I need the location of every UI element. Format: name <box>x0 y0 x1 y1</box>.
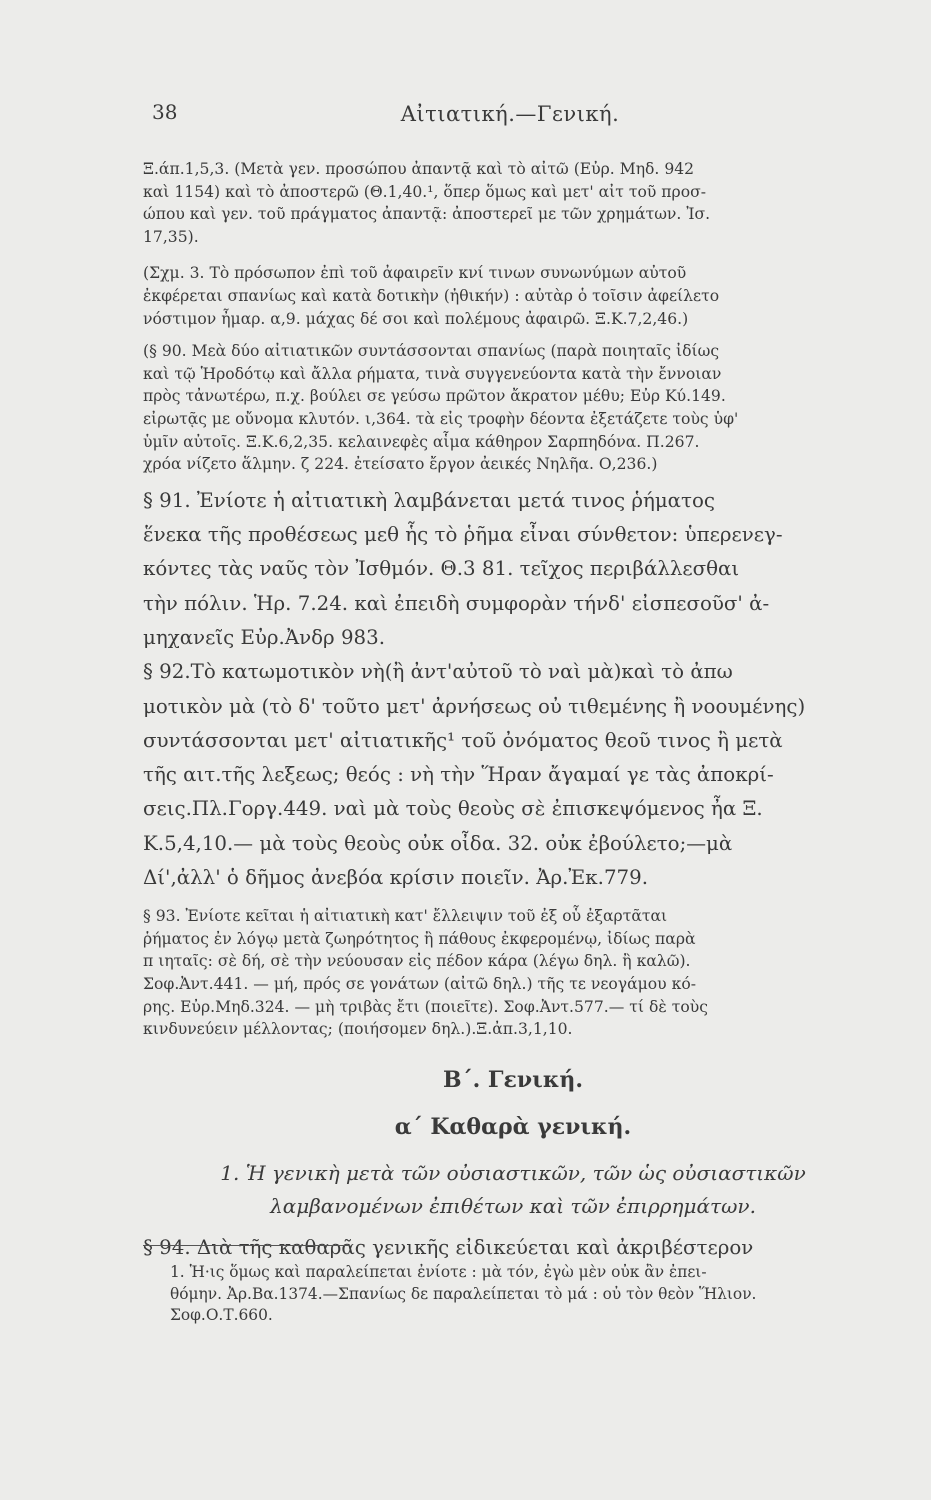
footnote-line: Σοφ.Ο.Τ.660. <box>170 1306 273 1325</box>
footnote-rule <box>143 1245 350 1246</box>
text-line: εἰρωτᾷς με οὔνομα κλυτόν. ι,364. τὰ εἰς τροφὴν δέοντα ἐξετάζετε τοὺς ὑφ' <box>143 409 739 428</box>
text-line: § 93. Ἐνίοτε κεῖται ἡ αἰτιατικὴ κατ' ἔλλειψιν τοῦ ἐξ οὗ ἐξαρτᾶται <box>143 907 668 926</box>
text-line: § 94. Διὰ τῆς καθαρᾶς γενικῆς εἰδικεύεται καὶ ἀκριβέστερον <box>143 1235 754 1259</box>
text-line: Ξ.άπ.1,5,3. (Μετὰ γεν. προσώπου ἀπαντᾷ καὶ τὸ αἰτῶ (Εὐρ. Μηδ. 942 <box>143 160 695 178</box>
text-line: τὴν πόλιν. Ἡρ. 7.24. καὶ ἐπειδὴ συμφορὰν τήνδ' εἰσπεσοῦσ' ἀ- <box>143 591 770 615</box>
text-line: καὶ τῷ Ἡροδότῳ καὶ ἄλλα ρήματα, τινὰ συγγενεύοντα κατὰ τὴν ἔννοιαν <box>143 364 722 383</box>
text-line: τῆς αιτ.τῆς λεξεως; θεός : νὴ τὴν Ἥραν ἄγαμαί γε τὰς ἀποκρί- <box>143 763 774 787</box>
text-line: ὑμῖν αὐτοῖς. Ξ.Κ.6,2,35. κελαινεφὲς αἷμα κάθηρον Σαρπηδόνα. Π.267. <box>143 432 700 451</box>
text-line: καὶ 1154) καὶ τὸ ἀποστερῶ (Θ.1,40.¹, ὅπερ ὅμως καὶ μετ' αἰτ τοῦ προσ- <box>143 182 707 201</box>
text-line: Δί',ἀλλ' ὁ δῆμος ἀνεβόα κρίσιν ποιεῖν. Ἀρ.Ἐκ.779. <box>143 865 649 889</box>
paragraph-91 <box>143 484 883 655</box>
text-line: κινδυνεύειν μέλλοντας; (ποιήσομεν δηλ.).Ξ.ἀπ.3,1,10. <box>143 1020 573 1039</box>
text-line: κόντες τὰς ναῦς τὸν Ἰσθμόν. Θ.3 81. τεῖχος περιβάλλεσθαι <box>143 557 740 581</box>
subsection-line: 1. Ἡ γενικὴ μετὰ τῶν οὐσιαστικῶν, τῶν ὡς οὐσιαστικῶν <box>220 1160 806 1185</box>
paragraph-continuation <box>143 158 883 248</box>
page-number: 38 <box>152 100 178 124</box>
text-line: ώπου καὶ γεν. τοῦ πράγματος ἀπαντᾷ: ἀποστερεῖ με τῶν χρημάτων. Ἰσ. <box>143 205 711 224</box>
text-line: συντάσσονται μετ' αἰτιατικῆς¹ τοῦ ὀνόματος θεοῦ τινος ἢ μετὰ <box>143 728 783 752</box>
text-line: πρὸς τἀνωτέρω, π.χ. βούλει σε γεύσω πρῶτον ἄκρατον μέθυ; Εὐρ Κύ.149. <box>143 387 726 406</box>
text-line: ρης. Εὐρ.Μηδ.324. — μὴ τριβὰς ἔτι (ποιεῖτε). Σοφ.Ἀντ.577.— τί δὲ τοὺς <box>143 997 708 1016</box>
text-line: (Σχμ. 3. Τὸ πρόσωπον ἐπὶ τοῦ ἀφαιρεῖν κνί τινων συνωνύμων αὐτοῦ <box>143 264 687 283</box>
text-line: μοτικὸν μὰ (τὸ δ' τοῦτο μετ' ἀρνήσεως οὐ τιθεμένης ἢ νοουμένης) <box>143 694 806 718</box>
subsection-heading <box>143 1157 883 1223</box>
footnote-line: θόμην. Ἀρ.Βα.1374.—Σπανίως δε παραλείπεται τὸ μά : οὐ τὸν θεὸν Ἥλιον. <box>170 1284 757 1303</box>
text-line: Κ.5,4,10.— μὰ τοὺς θεοὺς οὐκ οἶδα. 32. οὐκ ἐβούλετο;—μὰ <box>143 831 733 855</box>
subsection-line: λαμβανομένων ἐπιθέτων καὶ τῶν ἐπιρρημάτων. <box>270 1193 756 1218</box>
paragraph-schema-3 <box>143 262 883 330</box>
text-line: ἕνεκα τῆς προθέσεως μεθ ἧς τὸ ῥῆμα εἶναι σύνθετον: ὑπερενεγ- <box>143 523 783 547</box>
section-heading: α΄ Καθαρὰ γενική. <box>394 1113 632 1140</box>
text-line: Σοφ.Ἀντ.441. — μή, πρός σε γονάτων (αἰτῶ δηλ.) τῆς τε νεογάμου κό- <box>143 975 697 994</box>
text-line: π ιηταῖς: σὲ δή, σὲ τὴν νεύουσαν εἰς πέδον κάρα (λέγω δηλ. ἢ καλῶ). <box>143 952 691 971</box>
text-line: 17,35). <box>143 227 199 246</box>
main-text <box>143 158 883 1265</box>
page-header <box>140 100 880 136</box>
paragraph-93 <box>143 905 883 1041</box>
text-line: χρόα νίζετο ἅλμην. ζ 224. ἐτείσατο ἔργον ἀεικές Νηλῆα. Ο,236.) <box>143 455 658 474</box>
chapter-heading: Β΄. Γενική. <box>443 1066 583 1093</box>
paragraph-94 <box>143 1231 883 1265</box>
footnote-line: 1. Ἡ·ις ὅμως καὶ παραλείπεται ἐνίοτε : μὰ τόν, ἐγὼ μὲν οὐκ ἂν ἐπει- <box>170 1263 707 1281</box>
text-line: § 91. Ἐνίοτε ἡ αἰτιατικὴ λαμβάνεται μετά τινος ῥήματος <box>143 488 715 512</box>
text-line: μηχανεῖς Εὐρ.Ἀνδρ 983. <box>143 625 386 649</box>
text-line: σεις.Πλ.Γοργ.449. ναὶ μὰ τοὺς θεοὺς σὲ ἐπισκεψόμενος ἦα Ξ. <box>143 797 763 821</box>
footnote <box>170 1262 880 1327</box>
text-line: ῥήματος ἐν λόγῳ μετὰ ζωηρότητος ἢ πάθους ἐκφερομένῳ, ἰδίως παρὰ <box>143 929 696 948</box>
text-line: (§ 90. Μεὰ δύο αἰτιατικῶν συντάσσονται σπανίως (παρὰ ποιηταῖς ἰδίως <box>143 342 720 361</box>
text-line: § 92.Τὸ κατωμοτικὸν νὴ(ἢ ἀντ'αὐτοῦ τὸ ναὶ μὰ)καὶ τὸ ἀπω <box>143 660 733 684</box>
paragraph-92 <box>143 655 883 895</box>
running-title: Αἰτιατική.—Γενική. <box>400 102 620 126</box>
text-line: νόστιμον ἦμαρ. α,9. μάχας δέ σοι καὶ πολέμους ἀφαιρῶ. Ξ.Κ.7,2,46.) <box>143 309 689 328</box>
text-line: ἐκφέρεται σπανίως καὶ κατὰ δοτικὴν (ἠθικήν) : αὐτὰρ ὁ τοῖσιν ἀφείλετο <box>143 286 720 305</box>
paragraph-90 <box>143 340 883 476</box>
